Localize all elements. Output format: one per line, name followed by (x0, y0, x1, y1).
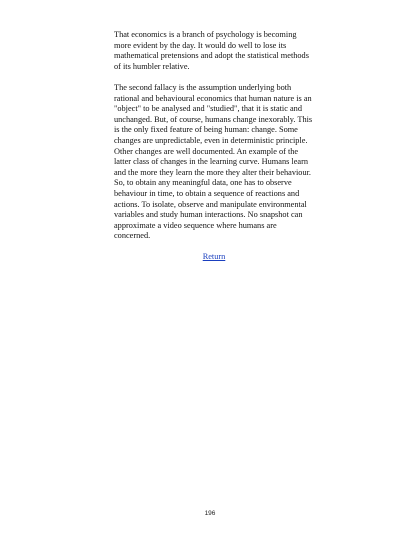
return-link-container (114, 252, 314, 263)
paragraph-2: The second fallacy is the assumption underlying both rational and behavioural economics that human nature is an "object" to be analysed and "studied", that it is static and unchanged. But, of course, humans change inexorably. This is the only fixed feature of being human: change. Some changes are unpredictable, even in deterministic principle. Other changes are well documented. An example of the latter class of changes in the learning curve. Humans learn and the more they learn the more they alter their behaviour. So, to obtain any meaningful data, one has to observe behaviour in time, to obtain a sequence of reactions and actions. To isolate, observe and manipulate environmental variables and study human interactions. No snapshot can approximate a video sequence where humans are concerned. (114, 82, 313, 241)
return-link[interactable]: Return (202, 252, 226, 262)
page-number: 196 (204, 510, 216, 517)
paragraph-1: That economics is a branch of psychology is becoming more evident by the day. It would do well to lose its mathematical pretensions and adopt the statistical methods of its humbler relative. (114, 30, 309, 71)
body-text (114, 30, 314, 263)
